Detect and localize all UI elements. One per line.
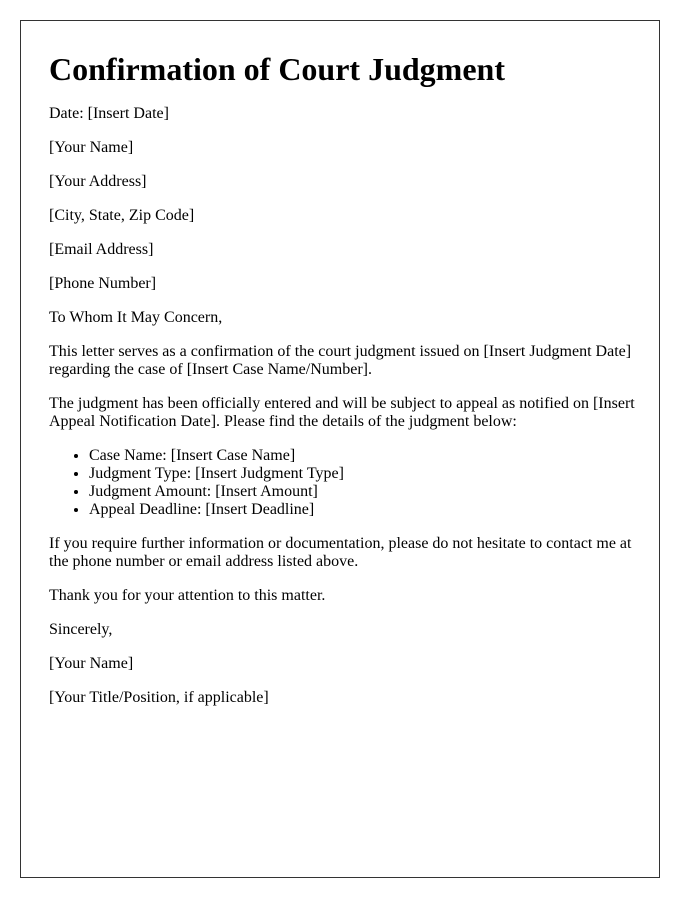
list-item-judgment-type: • Judgment Type: [Insert Judgment Type] [89, 465, 639, 483]
sender-address: [Your Address] [49, 173, 147, 190]
list-item-appeal-deadline: • Appeal Deadline: [Insert Deadline] [89, 501, 639, 519]
letter-page [20, 20, 660, 878]
signature-name: [Your Name] [49, 655, 134, 672]
body-paragraph-4: Thank you for your attention to this matter. [49, 587, 326, 604]
body-paragraph-3: If you require further information or documentation, please do not hesitate to contact me at the phone number or email address listed above. [49, 535, 632, 570]
sender-phone: [Phone Number] [49, 275, 157, 292]
list-item-judgment-amount: • Judgment Amount: [Insert Amount] [89, 483, 639, 501]
body-paragraph-1: This letter serves as a confirmation of the court judgment issued on [Insert Judgment Date] regarding the case of [Insert Case Name/Number]. [49, 343, 632, 378]
sender-email: [Email Address] [49, 241, 154, 258]
letter-title: Confirmation of Court Judgment [49, 51, 505, 87]
sender-city-state-zip: [City, State, Zip Code] [49, 207, 195, 224]
salutation: To Whom It May Concern, [49, 309, 223, 326]
signature-title: [Your Title/Position, if applicable] [49, 689, 269, 706]
sender-name: [Your Name] [49, 139, 134, 156]
judgment-details-list [49, 447, 639, 519]
date-line: Date: [Insert Date] [49, 105, 169, 122]
body-paragraph-2: The judgment has been officially entered and will be subject to appeal as notified on [Insert Appeal Notification Date]. Please find the details of the judgment below: [49, 395, 635, 430]
list-item-case-name: • Case Name: [Insert Case Name] [89, 447, 639, 465]
closing: Sincerely, [49, 621, 113, 638]
letter-content [49, 49, 639, 723]
